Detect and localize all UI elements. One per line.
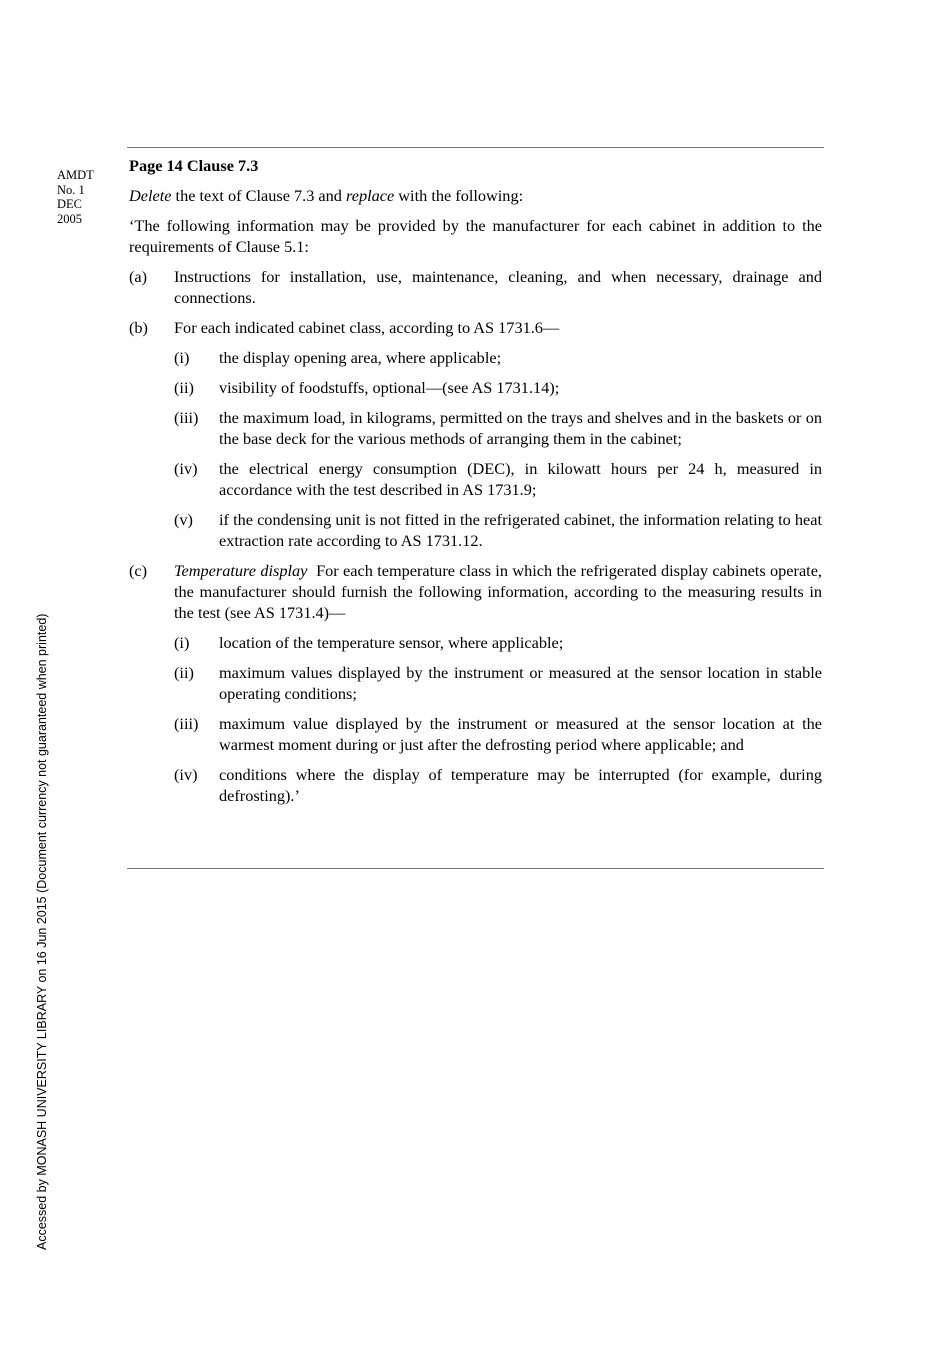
list-subitem [129,662,822,704]
subitem-text: the display opening area, where applicable; [219,348,502,367]
bottom-rule [127,868,824,869]
subitem-label: (v) [174,510,193,529]
list-subitem [129,509,822,551]
subitem-label: (iii) [174,714,199,733]
list-item-a [129,266,822,308]
subitem-text: location of the temperature sensor, where applicable; [219,633,564,652]
amendment-note-line: DEC [57,197,82,211]
item-text: Instructions for installation, use, maintenance, cleaning, and when necessary, drainage and connections. [174,267,822,307]
instruction-middle: the text of Clause 7.3 and [171,186,347,205]
list-subitem [129,764,822,806]
replace-word: replace [346,186,395,205]
amendment-note [57,168,94,226]
subitem-label: (i) [174,633,190,652]
item-body: For each temperature class in which the refrigerated display cabinets operate, the manufacturer should furnish the following information, according to the measuring results in the test (see AS 1731.4)— [174,561,822,622]
item-text: For each indicated cabinet class, according to AS 1731.6— [174,318,560,337]
subitem-label: (iii) [174,408,199,427]
list-subitem [129,377,822,398]
list-subitem [129,713,822,755]
list-item-c [129,560,822,623]
amendment-note-line: No. 1 [57,182,85,197]
subitem-text: conditions where the display of temperature may be interrupted (for example, during defrosting).’ [219,765,822,805]
subitem-label: (ii) [174,378,194,397]
subitem-label: (iv) [174,765,198,784]
item-label: (c) [129,561,148,580]
subitem-label: (iv) [174,459,198,478]
access-watermark: Accessed by MONASH UNIVERSITY LIBRARY on 16 Jun 2015 (Document currency not guaranteed when printed) [35,613,49,1250]
subitem-text: maximum values displayed by the instrument or measured at the sensor location in stable operating conditions; [219,663,822,703]
subitem-text: maximum value displayed by the instrument or measured at the sensor location at the warmest moment during or just after the defrosting period where applicable; and [219,714,822,754]
amendment-content [129,155,822,815]
subitem-text: the maximum load, in kilograms, permitted on the trays and shelves and in the baskets or on the base deck for the various methods of arranging them in the cabinet; [219,408,822,448]
list-subitem [129,347,822,368]
subitem-text: if the condensing unit is not fitted in the refrigerated cabinet, the information relating to heat extraction rate according to AS 1731.12. [219,510,822,550]
item-label: (a) [129,267,148,286]
amendment-instruction [129,185,822,206]
subitem-label: (ii) [174,663,194,682]
instruction-end: with the following: [394,186,524,205]
amendment-note-line: AMDT [57,168,94,182]
delete-word: Delete [129,186,172,205]
item-label: (b) [129,318,148,337]
list-subitem [129,632,822,653]
list-item-b [129,317,822,338]
amendment-note-line: 2005 [57,211,82,226]
item-text [174,560,822,623]
item-title: Temperature display [174,561,308,580]
clause-heading: Page 14 Clause 7.3 [129,156,259,175]
subitem-text: the electrical energy consumption (DEC), in kilowatt hours per 24 h, measured in accordance with the test described in AS 1731.9; [219,459,822,499]
subitem-label: (i) [174,348,190,367]
intro-paragraph: ‘The following information may be provided by the manufacturer for each cabinet in addition to the requirements of Clause 5.1: [129,216,822,256]
list-subitem [129,458,822,500]
top-rule [127,147,824,148]
subitem-text: visibility of foodstuffs, optional—(see AS 1731.14); [219,378,560,397]
list-subitem [129,407,822,449]
